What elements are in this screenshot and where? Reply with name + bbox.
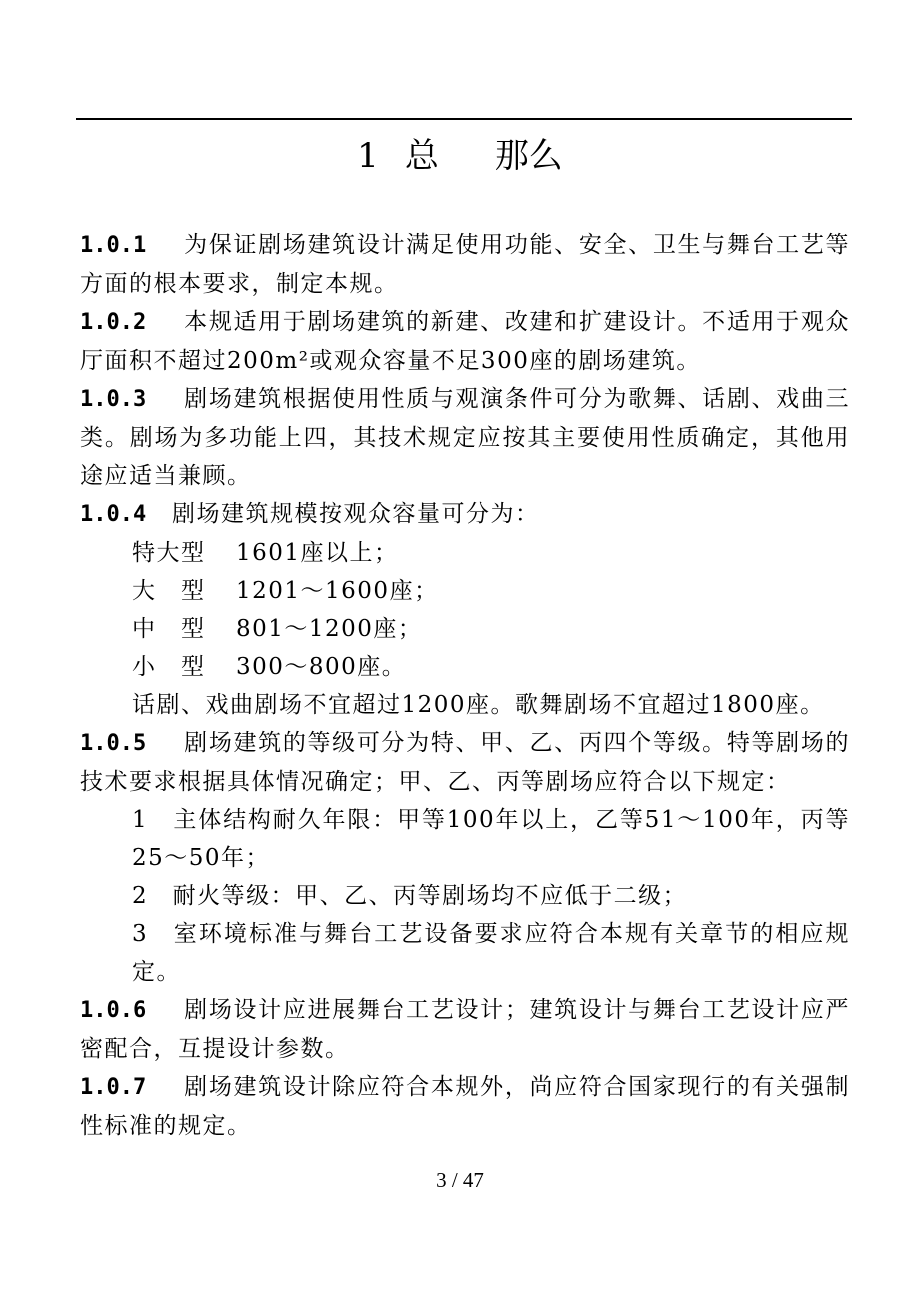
scale-value: 1601座以上； bbox=[236, 540, 399, 566]
clause-text: 剧场建筑的等级可分为特、甲、乙、丙四个等级。特等剧场的技术要求根据具体情况确定；甲、乙、丙等剧场应符合以下规定： bbox=[80, 730, 850, 795]
scale-note: 话剧、戏曲剧场不宜超过1200座。歌舞剧场不宜超过1800座。 bbox=[132, 692, 825, 718]
clause-number: 1.0.1 bbox=[80, 233, 147, 258]
scale-name: 小型 bbox=[132, 654, 230, 680]
clause-1-0-5 bbox=[80, 724, 850, 801]
clause-item: 2 耐火等级：甲、乙、丙等剧场均不应低于二级； bbox=[132, 883, 688, 909]
clause-1-0-2 bbox=[80, 303, 850, 380]
clause-1-0-3 bbox=[80, 380, 850, 495]
clause-number: 1.0.2 bbox=[80, 310, 147, 335]
header-rule bbox=[76, 118, 852, 120]
clause-text: 剧场建筑规模按观众容量可分为： bbox=[172, 501, 540, 527]
scale-row bbox=[80, 534, 850, 572]
clause-item: 1 主体结构耐久年限：甲等100年以上，乙等51～100年，丙等25～50年； bbox=[132, 807, 850, 871]
chapter-title-char-1: 总 bbox=[404, 136, 439, 176]
clause-number: 1.0.7 bbox=[80, 1075, 147, 1100]
clause-text: 剧场设计应进展舞台工艺设计；建筑设计与舞台工艺设计应严密配合，互提设计参数。 bbox=[80, 997, 850, 1062]
scale-name: 中型 bbox=[132, 616, 230, 642]
clause-1-0-1 bbox=[80, 226, 850, 303]
chapter-title bbox=[0, 134, 920, 178]
clause-text: 本规适用于剧场建筑的新建、改建和扩建设计。不适用于观众厅面积不超过200m²或观众容量不足300座的剧场建筑。 bbox=[80, 309, 850, 374]
clause-1-0-4 bbox=[80, 495, 850, 534]
scale-value: 1201～1600座； bbox=[236, 578, 439, 604]
scale-value: 300～800座。 bbox=[236, 654, 407, 680]
clause-text: 剧场建筑设计除应符合本规外，尚应符合国家现行的有关强制性标准的规定。 bbox=[80, 1074, 850, 1139]
clause-1-0-6 bbox=[80, 991, 850, 1068]
clause-number: 1.0.3 bbox=[80, 387, 147, 412]
page-number: 3 / 47 bbox=[436, 1168, 484, 1192]
clause-number: 1.0.6 bbox=[80, 998, 147, 1023]
chapter-number: 1 bbox=[357, 136, 379, 176]
scale-row bbox=[80, 648, 850, 686]
scale-name: 特大型 bbox=[132, 540, 206, 566]
clause-1-0-7 bbox=[80, 1068, 850, 1145]
scale-value: 801～1200座； bbox=[236, 616, 423, 642]
clause-text: 为保证剧场建筑设计满足使用功能、安全、卫生与舞台工艺等方面的根本要求，制定本规。 bbox=[80, 232, 850, 297]
clause-number: 1.0.4 bbox=[80, 502, 147, 527]
chapter-title-char-2: 那么 bbox=[494, 136, 563, 176]
scale-row bbox=[80, 572, 850, 610]
scale-row bbox=[80, 610, 850, 648]
document-body bbox=[80, 226, 850, 1145]
clause-text: 剧场建筑根据使用性质与观演条件可分为歌舞、话剧、戏曲三类。剧场为多功能上四，其技术规定应按其主要使用性质确定，其他用途应适当兼顾。 bbox=[80, 386, 850, 489]
clause-number: 1.0.5 bbox=[80, 731, 147, 756]
scale-name: 大型 bbox=[132, 578, 230, 604]
clause-item: 3 室环境标准与舞台工艺设备要求应符合本规有关章节的相应规定。 bbox=[132, 921, 850, 985]
